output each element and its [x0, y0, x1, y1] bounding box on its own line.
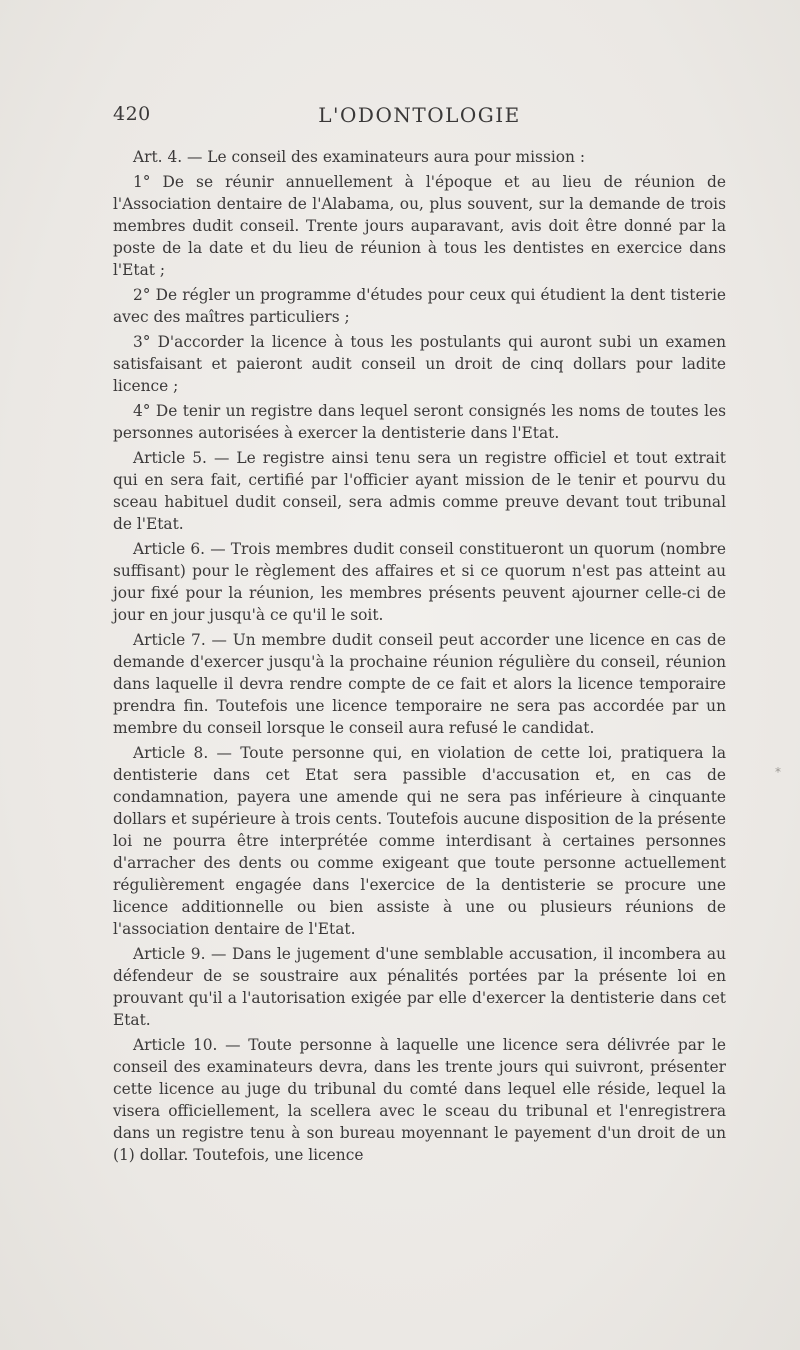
paragraph-item-3: 3° D'accorder la licence à tous les postulants qui auront subi un examen satisfaisant et paieront audit conseil un droit de cinq dollars pour ladite licence ; [113, 333, 726, 395]
paragraph-item-4: 4° De tenir un registre dans lequel seront consignés les noms de toutes les personnes autorisées à exercer la dentisterie dans l'Etat. [113, 402, 726, 442]
page-number: 420 [113, 103, 151, 125]
paragraph-art-4: Art. 4. — Le conseil des examinateurs aura pour mission : [133, 148, 586, 166]
paragraph-article-6: Article 6. — Trois membres dudit conseil constitueront un quorum (nombre suffisant) pour le règlement des affaires et si ce quorum n'est pas atteint au jour fixé pour la réunion, les membres présents peuvent ajourner celle-ci de jour en jour jusqu'à ce qu'il le soit. [113, 540, 726, 624]
paragraph-article-5: Article 5. — Le registre ainsi tenu sera un registre officiel et tout extrait qui en sera fait, certifié par l'officier ayant mission de le tenir et pourvu du sceau habituel dudit conseil, sera admis comme preuve devant tout tribunal de l'Etat. [113, 449, 726, 533]
body-text [113, 146, 726, 1166]
paragraph-article-7: Article 7. — Un membre dudit conseil peut accorder une licence en cas de demande d'exercer jusqu'à la prochaine réunion régulière du conseil, réunion dans laquelle il devra rendre compte de ce fait et alors la licence temporaire prendra fin. Toutefois une licence temporaire ne sera pas accordée par un membre du conseil lorsque le conseil aura refusé le candidat. [113, 631, 726, 737]
paragraph-article-8: Article 8. — Toute personne qui, en violation de cette loi, pratiquera la dentisterie dans cet Etat sera passible d'accusation et, en cas de condamnation, payera une amende qui ne sera pas inférieure à cinquante dollars et supérieure à trois cents. Toutefois aucune disposition de la présente loi ne pourra être interprétée comme interdisant à certaines personnes d'arracher des dents ou comme exigeant que toute personne actuellement régulièrement engagée dans l'exercice de la dentisterie se procure une licence additionnelle ou bien assiste à une ou plusieurs réunions de l'association dentaire de l'Etat. [113, 744, 726, 938]
running-title: L'ODONTOLOGIE [318, 103, 521, 127]
margin-mark: * [775, 765, 781, 779]
paragraph-article-10: Article 10. — Toute personne à laquelle une licence sera délivrée par le conseil des examinateurs devra, dans les trente jours qui suivront, présenter cette licence au juge du tribunal du comté dans lequel elle réside, lequel la visera officiellement, la scellera avec le sceau du tribunal et l'enregistrera dans un registre tenu à son bureau moyennant le payement d'un droit de un (1) dollar. Toutefois, une licence [113, 1036, 726, 1164]
paragraph-item-2: 2° De régler un programme d'études pour ceux qui étudient la dent tisterie avec des maîtres particuliers ; [113, 286, 726, 326]
page-header [113, 103, 726, 133]
paragraph-item-1: 1° De se réunir annuellement à l'époque et au lieu de réunion de l'Association dentaire de l'Alabama, ou, plus souvent, sur la demande de trois membres dudit conseil. Trente jours auparavant, avis doit être donné par la poste de la date et du lieu de réunion à tous les dentistes en exercice dans l'Etat ; [113, 173, 726, 279]
paragraph-article-9: Article 9. — Dans le jugement d'une semblable accusation, il incombera au défendeur de se soustraire aux pénalités portées par la présente loi en prouvant qu'il a l'autorisation exigée par elle d'exercer la dentisterie dans cet Etat. [113, 945, 726, 1029]
